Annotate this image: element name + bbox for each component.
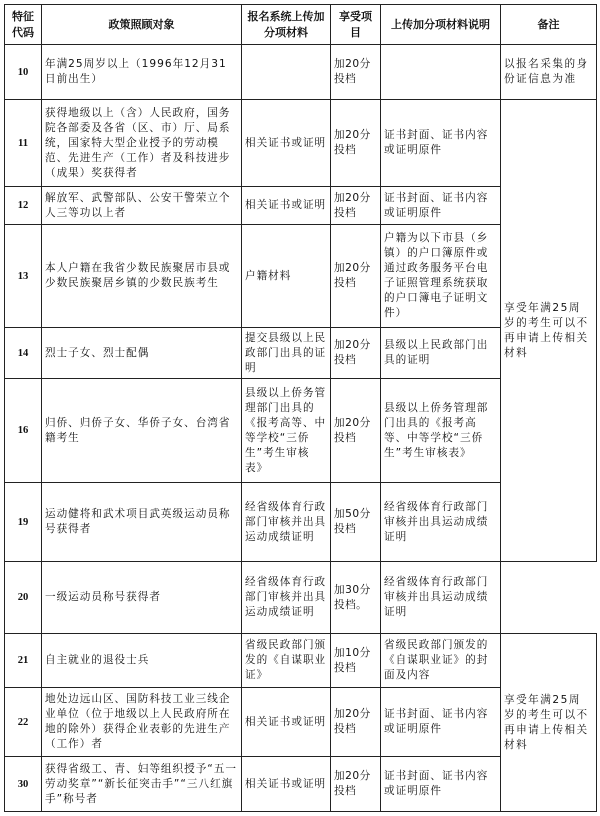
row-code: 30 <box>5 757 42 812</box>
row-benefit: 加20分投档 <box>331 688 381 757</box>
row-code: 14 <box>5 328 42 379</box>
table-row <box>5 634 597 688</box>
row-policy: 运动健将和武术项目武英级运动员称号获得者 <box>42 483 242 562</box>
row-policy: 本人户籍在我省少数民族聚居市县或少数民族聚居乡镇的少数民族考生 <box>42 225 242 328</box>
row-code: 13 <box>5 225 42 328</box>
row-description: 证书封面、证书内容或证明原件 <box>381 688 501 757</box>
row-benefit: 加50分投档 <box>331 483 381 562</box>
remark-group-a: 享受年满25周岁的考生可以不再申请上传相关材料 <box>501 100 597 562</box>
header-policy: 政策照顾对象 <box>42 5 242 45</box>
row-description: 证书封面、证书内容或证明原件 <box>381 757 501 812</box>
row-materials: 相关证书或证明 <box>242 187 331 225</box>
row-policy: 年满25周岁以上（1996年12月31日前出生） <box>42 45 242 100</box>
header-materials: 报名系统上传加分项材料 <box>242 5 331 45</box>
header-description: 上传加分项材料说明 <box>381 5 501 45</box>
row-code: 16 <box>5 379 42 483</box>
header-code: 特征代码 <box>5 5 42 45</box>
row-policy: 地处边远山区、国防科技工业三线企业单位（位于地级以上人民政府所在地的除外）获得企业表彰的先进生产（工作）者 <box>42 688 242 757</box>
row-materials: 县级以上侨务管理部门出具的《报考高等、中等学校“三侨生”考生审核表》 <box>242 379 331 483</box>
row-materials: 经省级体育行政部门审核并出具运动成绩证明 <box>242 483 331 562</box>
row-policy: 解放军、武警部队、公安干警荣立个人三等功以上者 <box>42 187 242 225</box>
row-policy: 归侨、归侨子女、华侨子女、台湾省籍考生 <box>42 379 242 483</box>
row-description <box>381 45 501 100</box>
row-description: 经省级体育行政部门审核并出具运动成绩证明 <box>381 562 501 634</box>
remark-group-b: 享受年满25周岁的考生可以不再申请上传相关材料 <box>501 634 597 812</box>
row-policy: 获得地级以上（含）人民政府，国务院各部委及各省（区、市）厅、局系统，国家特大型企业授予的劳动模范、先进生产（工作）者及科技进步（成果）奖获得者 <box>42 100 242 187</box>
row-description: 证书封面、证书内容或证明原件 <box>381 100 501 187</box>
row-code: 20 <box>5 562 42 634</box>
row-remark: 以报名采集的身份证信息为准 <box>501 45 597 100</box>
row-benefit: 加20分投档 <box>331 328 381 379</box>
table-row <box>5 562 597 634</box>
row-description: 户籍为以下市县（乡镇）的户口簿原件或通过政务服务平台电子证照管理系统获取的户口簿电子证明文件） <box>381 225 501 328</box>
header-benefit: 享受项目 <box>331 5 381 45</box>
row-benefit: 加20分投档 <box>331 100 381 187</box>
table-row <box>5 45 597 100</box>
row-code: 22 <box>5 688 42 757</box>
row-benefit: 加20分投档 <box>331 379 381 483</box>
policy-table <box>4 4 597 812</box>
header-remark: 备注 <box>501 5 597 45</box>
row-policy: 自主就业的退役士兵 <box>42 634 242 688</box>
row-materials: 户籍材料 <box>242 225 331 328</box>
row-materials: 相关证书或证明 <box>242 757 331 812</box>
row-materials: 省级民政部门颁发的《自谋职业证》 <box>242 634 331 688</box>
row-code: 19 <box>5 483 42 562</box>
row-benefit: 加20分投档 <box>331 45 381 100</box>
row-code: 12 <box>5 187 42 225</box>
header-row <box>5 5 597 45</box>
row-description: 省级民政部门颁发的《自谋职业证》的封面及内容 <box>381 634 501 688</box>
row-description: 证书封面、证书内容或证明原件 <box>381 187 501 225</box>
row-policy: 获得省级工、青、妇等组织授予“五一劳动奖章”“新长征突击手”“三八红旗手”称号者 <box>42 757 242 812</box>
row-policy: 一级运动员称号获得者 <box>42 562 242 634</box>
row-materials: 相关证书或证明 <box>242 100 331 187</box>
row-benefit: 加20分投档 <box>331 757 381 812</box>
row-description: 经省级体育行政部门审核并出具运动成绩证明 <box>381 483 501 562</box>
row-materials: 相关证书或证明 <box>242 688 331 757</box>
row-code: 11 <box>5 100 42 187</box>
row-policy: 烈士子女、烈士配偶 <box>42 328 242 379</box>
row-benefit: 加20分投档 <box>331 187 381 225</box>
row-description: 县级以上侨务管理部门出具的《报考高等、中等学校“三侨生”考生审核表》 <box>381 379 501 483</box>
row-code: 21 <box>5 634 42 688</box>
row-materials <box>242 45 331 100</box>
row-materials: 经省级体育行政部门审核并出具运动成绩证明 <box>242 562 331 634</box>
row-description: 县级以上民政部门出具的证明 <box>381 328 501 379</box>
row-benefit: 加20分投档 <box>331 225 381 328</box>
row-materials: 提交县级以上民政部门出具的证明 <box>242 328 331 379</box>
row-code: 10 <box>5 45 42 100</box>
row-benefit: 加30分投档。 <box>331 562 381 634</box>
table-row <box>5 100 597 187</box>
row-benefit: 加10分投档 <box>331 634 381 688</box>
